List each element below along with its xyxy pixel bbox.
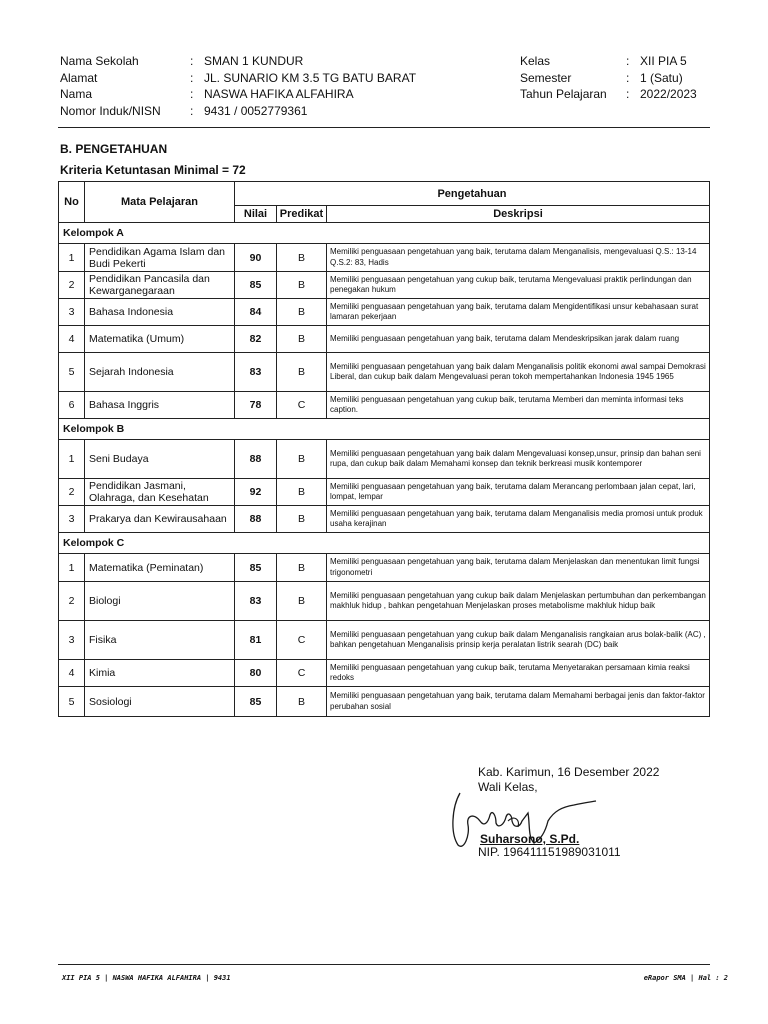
table-row: [59, 621, 710, 660]
info-label: Tahun Pelajaran: [520, 87, 607, 101]
row-description: Memiliki penguasaan pengetahuan yang baik, terutama dalam Menganalisis, mengevaluasi Q.S.: 13-14 Q.S.2: 83, Hadis: [327, 244, 710, 272]
row-no: 2: [59, 582, 85, 621]
row-description: Memiliki penguasaan pengetahuan yang baik dalam Menganalisis politik ekonomi awal sampai Demokrasi Liberal, dan cukup baik dalam Mengevaluasi peran tokoh mempertahankan Indonesia 1945 1965: [327, 353, 710, 392]
row-score: 85: [235, 272, 277, 299]
row-score: 84: [235, 299, 277, 326]
row-subject: Fisika: [85, 621, 235, 660]
row-predicate: B: [277, 244, 327, 272]
table-row: [59, 554, 710, 582]
row-predicate: C: [277, 392, 327, 419]
row-predicate: B: [277, 326, 327, 353]
table-row: [59, 582, 710, 621]
col-subject: Mata Pelajaran: [85, 182, 235, 223]
row-description: Memiliki penguasaan pengetahuan yang baik, terutama dalam Mendeskripsikan jarak dalam ruang: [327, 326, 710, 353]
info-value: JL. SUNARIO KM 3.5 TG BATU BARAT: [204, 70, 417, 85]
row-score: 88: [235, 440, 277, 479]
col-description: Deskripsi: [327, 206, 710, 223]
row-description: Memiliki penguasaan pengetahuan yang cukup baik, terutama Memberi dan meminta informasi teks caption.: [327, 392, 710, 419]
class-row: Kelas : XII PIA 5: [520, 54, 687, 68]
info-value: SMAN 1 KUNDUR: [204, 54, 304, 68]
table-row: [59, 299, 710, 326]
row-description: Memiliki penguasaan pengetahuan yang baik, terutama dalam Menganalisis media promosi untuk produk usaha kerajinan: [327, 506, 710, 533]
row-predicate: B: [277, 353, 327, 392]
address-row: Alamat : JL. SUNARIO KM 3.5 TG BATU BARAT: [60, 70, 417, 85]
col-no: No: [59, 182, 85, 223]
row-score: 85: [235, 687, 277, 717]
year-row: Tahun Pelajaran : 2022/2023: [520, 87, 697, 101]
info-label: Semester: [520, 70, 572, 85]
student-info: [60, 53, 416, 119]
row-description: Memiliki penguasaan pengetahuan yang cukup baik, terutama Mengevaluasi praktik perlindungan dan penegakan hukum: [327, 272, 710, 299]
footer-divider: [58, 964, 710, 965]
row-subject: Pendidikan Agama Islam dan Budi Pekerti: [85, 244, 235, 272]
info-label: Nama: [60, 87, 93, 101]
table-row: [59, 687, 710, 717]
row-no: 3: [59, 621, 85, 660]
info-label: Nomor Induk/NISN: [60, 103, 161, 118]
row-subject: Prakarya dan Kewirausahaan: [85, 506, 235, 533]
col-score: Nilai: [235, 206, 277, 223]
row-description: Memiliki penguasaan pengetahuan yang cukup baik dalam Menjelaskan pertumbuhan dan perkembangan makhluk hidup , bahkan pengetahuan Menjelaskan proses metabolisme makhluk hidup baik: [327, 582, 710, 621]
row-predicate: B: [277, 440, 327, 479]
table-row: [59, 353, 710, 392]
row-no: 2: [59, 479, 85, 506]
table-row: [59, 479, 710, 506]
group-header: Kelompok B: [59, 419, 710, 440]
row-no: 4: [59, 660, 85, 687]
nisn-row: Nomor Induk/NISN : 9431 / 0052779361: [60, 103, 308, 118]
kkm-label: Kriteria Ketuntasan Minimal = 72: [60, 163, 246, 177]
row-subject: Kimia: [85, 660, 235, 687]
row-no: 4: [59, 326, 85, 353]
table-row: [59, 392, 710, 419]
row-predicate: B: [277, 582, 327, 621]
row-description: Memiliki penguasaan pengetahuan yang cukup baik dalam Menganalisis rangkaian arus bolak-balik (AC) , bahkan pengetahuan Menganalisis prinsip kerja peralatan listrik searah (DC) baik: [327, 621, 710, 660]
row-subject: Biologi: [85, 582, 235, 621]
col-group-knowledge: Pengetahuan: [235, 182, 710, 206]
row-predicate: C: [277, 660, 327, 687]
signer-nip: NIP. 196411151989031011: [478, 845, 621, 859]
row-no: 5: [59, 687, 85, 717]
row-subject: Pendidikan Pancasila dan Kewarganegaraan: [85, 272, 235, 299]
row-no: 1: [59, 244, 85, 272]
student-name-row: Nama : NASWA HAFIKA ALFAHIRA: [60, 87, 354, 101]
row-description: Memiliki penguasaan pengetahuan yang baik, terutama dalam Mengidentifikasi unsur kebahasaan surat lamaran pekerjaan: [327, 299, 710, 326]
table-row: [59, 440, 710, 479]
info-label: Kelas: [520, 54, 551, 68]
table-row: [59, 506, 710, 533]
footer-page: eRapor SMA | Hal : 2: [643, 974, 728, 982]
section-title: B. PENGETAHUAN: [60, 142, 168, 156]
row-score: 83: [235, 353, 277, 392]
row-score: 83: [235, 582, 277, 621]
row-no: 3: [59, 506, 85, 533]
row-predicate: B: [277, 272, 327, 299]
signature-block: [478, 765, 660, 859]
row-score: 82: [235, 326, 277, 353]
row-subject: Seni Budaya: [85, 440, 235, 479]
row-predicate: B: [277, 554, 327, 582]
table-row: [59, 660, 710, 687]
row-description: Memiliki penguasaan pengetahuan yang baik, terutama dalam Memahami berbagai jenis dan faktor-faktor perubahan sosial: [327, 687, 710, 717]
info-label: Nama Sekolah: [60, 54, 139, 68]
row-predicate: C: [277, 621, 327, 660]
row-subject: Bahasa Inggris: [85, 392, 235, 419]
info-value: NASWA HAFIKA ALFAHIRA: [204, 87, 354, 101]
info-value: XII PIA 5: [640, 54, 687, 68]
table-row: [59, 244, 710, 272]
row-no: 6: [59, 392, 85, 419]
row-description: Memiliki penguasaan pengetahuan yang baik dalam Mengevaluasi konsep,unsur, prinsip dan bahan seni rupa, dan cukup baik dalam Memahami konsep dan teknik berkreasi musik kontemporer: [327, 440, 710, 479]
group-header: Kelompok A: [59, 223, 710, 244]
class-info: [520, 53, 697, 103]
row-no: 1: [59, 554, 85, 582]
row-score: 92: [235, 479, 277, 506]
row-no: 5: [59, 353, 85, 392]
info-value: 2022/2023: [640, 87, 697, 101]
semester-row: Semester : 1 (Satu): [520, 70, 683, 85]
row-subject: Matematika (Peminatan): [85, 554, 235, 582]
info-value: 1 (Satu): [640, 70, 683, 85]
header-divider: [58, 127, 710, 128]
row-predicate: B: [277, 687, 327, 717]
row-description: Memiliki penguasaan pengetahuan yang baik, terutama dalam Menjelaskan dan menentukan limit fungsi trigonometri: [327, 554, 710, 582]
row-predicate: B: [277, 479, 327, 506]
row-score: 80: [235, 660, 277, 687]
info-value: 9431 / 0052779361: [204, 103, 308, 118]
signer-role: Wali Kelas,: [478, 780, 538, 794]
info-label: Alamat: [60, 70, 98, 85]
group-header: Kelompok C: [59, 533, 710, 554]
col-predicate: Predikat: [277, 206, 327, 223]
row-subject: Bahasa Indonesia: [85, 299, 235, 326]
footer-left: XII PIA 5 | NASWA HAFIKA ALFAHIRA | 9431: [62, 974, 231, 982]
row-no: 3: [59, 299, 85, 326]
row-no: 1: [59, 440, 85, 479]
row-score: 88: [235, 506, 277, 533]
grades-table: [58, 181, 710, 717]
table-row: [59, 272, 710, 299]
row-subject: Matematika (Umum): [85, 326, 235, 353]
row-score: 85: [235, 554, 277, 582]
row-description: Memiliki penguasaan pengetahuan yang cukup baik, terutama Menyetarakan persamaan kimia reaksi redoks: [327, 660, 710, 687]
row-no: 2: [59, 272, 85, 299]
row-score: 81: [235, 621, 277, 660]
row-subject: Pendidikan Jasmani, Olahraga, dan Kesehatan: [85, 479, 235, 506]
row-score: 78: [235, 392, 277, 419]
row-subject: Sosiologi: [85, 687, 235, 717]
row-predicate: B: [277, 506, 327, 533]
place-date: Kab. Karimun, 16 Desember 2022: [478, 765, 660, 779]
row-subject: Sejarah Indonesia: [85, 353, 235, 392]
table-row: [59, 326, 710, 353]
row-score: 90: [235, 244, 277, 272]
row-predicate: B: [277, 299, 327, 326]
row-description: Memiliki penguasaan pengetahuan yang baik, terutama dalam Merancang perlombaan jalan cepat, lari, lompat, lempar: [327, 479, 710, 506]
signer-name: Suharsono, S.Pd.: [480, 832, 580, 846]
school-name-row: Nama Sekolah : SMAN 1 KUNDUR: [60, 54, 304, 68]
